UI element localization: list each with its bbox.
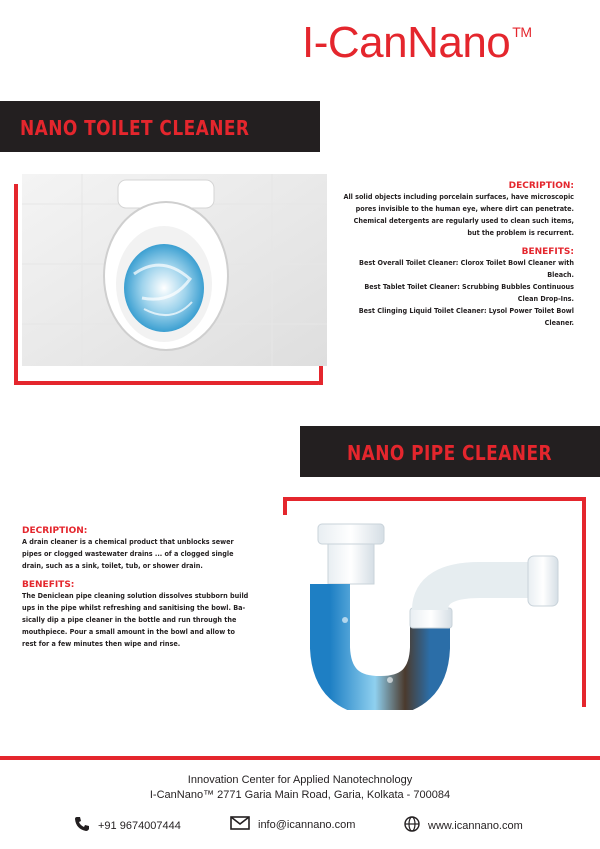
pipe-benefit-line: rest for a few minutes then wipe and rinse. [22, 639, 181, 648]
brand-name: I-CanNano [302, 18, 511, 67]
toilet-frame-bottom-line [14, 381, 322, 385]
website-contact[interactable] [404, 816, 523, 835]
pipe-desc-line: A drain cleaner is a chemical product that unblocks sewer [22, 537, 234, 546]
pipe-frame-line [283, 497, 585, 501]
toilet-desc-heading: DECRIPTION: [508, 181, 574, 191]
toilet-desc-line: Chemical detergents are regularly used to clean such items, [353, 216, 574, 225]
pipe-image [300, 520, 580, 710]
toilet-benefit-line: Clean Drop-Ins. [517, 294, 574, 303]
email-icon [230, 816, 250, 833]
phone-number: +91 9674007444 [98, 819, 181, 832]
pipe-benefit-line: sically dip a pipe cleaner in the bottle and run through the [22, 615, 237, 624]
pipe-title: NANO PIPE CLEANER [347, 441, 552, 465]
toilet-frame-line [14, 184, 18, 384]
website-url: www.icannano.com [428, 819, 523, 832]
pipe-benefits-heading: BENEFITS: [22, 580, 75, 590]
pipe-desc-line: drain, such as a sink, toilet, tub, or shower drain. [22, 561, 203, 570]
pipe-desc-line: pipes or clogged wastewater drains ... of a clogged single [22, 549, 234, 558]
footer-address: I-CanNano™ 2771 Garia Main Road, Garia, Kolkata - 700084 [149, 789, 451, 801]
brand-logo [302, 18, 532, 68]
toilet-benefit-line: Best Tablet Toilet Cleaner: Scrubbing Bubbles Continuous [364, 282, 574, 291]
toilet-image [22, 174, 327, 366]
toilet-benefits-heading: BENEFITS: [521, 247, 574, 257]
toilet-desc-line: All solid objects including porcelain surfaces, have microscopic [343, 192, 574, 201]
toilet-desc-line: pores invisible to the human eye, where dirt can penetrate. [355, 204, 574, 213]
toilet-benefit-line: Cleaner. [544, 318, 574, 327]
pipe-frame-right-line [582, 497, 586, 707]
pipe-benefit-line: mouthpiece. Pour a small amount in the bowl and allow to [22, 627, 235, 636]
phone-icon [74, 816, 90, 835]
toilet-benefit-line: Best Overall Toilet Cleaner: Clorox Toilet Bowl Cleaner with [359, 258, 574, 267]
footer-org-name: Innovation Center for Applied Nanotechnology [187, 774, 413, 786]
email-contact[interactable] [230, 816, 355, 833]
pipe-desc-heading: DECRIPTION: [22, 526, 88, 536]
toilet-benefit-line: Bleach. [547, 270, 574, 279]
pipe-benefit-line: ups in the pipe whilst refreshing and sanitising the bowl. Ba- [22, 603, 246, 612]
phone-contact[interactable] [74, 816, 181, 835]
toilet-desc-line: but the problem is recurrent. [467, 228, 574, 237]
toilet-frame-right-line [319, 366, 323, 385]
pipe-benefit-line: The Deniclean pipe cleaning solution dissolves stubborn build [22, 591, 249, 600]
footer-divider-line [0, 756, 600, 760]
toilet-title: NANO TOILET CLEANER [20, 116, 250, 140]
globe-icon [404, 816, 420, 835]
trademark-mark: TM [512, 24, 532, 41]
toilet-benefit-line: Best Clinging Liquid Toilet Cleaner: Lysol Power Toilet Bowl [358, 306, 574, 315]
email-address: info@icannano.com [258, 818, 356, 831]
